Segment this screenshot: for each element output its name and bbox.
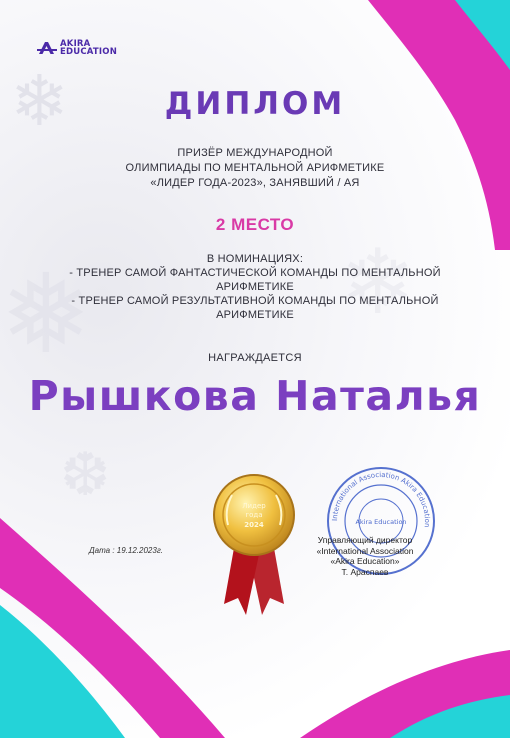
akira-education-logo	[37, 40, 117, 56]
signature-block	[290, 535, 440, 577]
gold-medal-icon	[204, 470, 304, 620]
snowflake-icon: ❄	[10, 60, 69, 142]
signature-line: «Akira Education»	[330, 556, 400, 566]
akira-logo-icon	[37, 40, 57, 56]
nomination-line: АРИФМЕТИКЕ	[216, 281, 294, 293]
awarded-label: НАГРАЖДАЕТСЯ	[208, 352, 302, 364]
medal-text-2: года	[245, 511, 263, 519]
diploma-title: ДИПЛОМ	[164, 86, 346, 122]
medal-text-3: 2024	[244, 521, 264, 529]
nomination-line: АРИФМЕТИКЕ	[216, 309, 294, 321]
diploma-intro	[0, 146, 510, 191]
snowflake-icon: ❄	[340, 230, 416, 335]
signature-line: Т. Араспаев	[341, 566, 389, 577]
nomination-line: - ТРЕНЕР САМОЙ ФАНТАСТИЧЕСКОЙ КОМАНДЫ ПО МЕНТАЛЬНОЙ	[69, 267, 441, 279]
nominations-block	[0, 252, 510, 322]
intro-line: ПРИЗЁР МЕЖДУНАРОДНОЙ	[177, 147, 333, 159]
stamp-center-text: Akira Education	[355, 518, 407, 526]
intro-line: ОЛИМПИАДЫ ПО МЕНТАЛЬНОЙ АРИФМЕТИКЕ	[125, 162, 385, 174]
recipient-name: Рышкова Наталья	[28, 372, 482, 420]
logo-line-1: AKIRA	[60, 39, 91, 49]
signature-line: «International Association	[316, 545, 414, 556]
snowflake-icon: ❆	[60, 440, 111, 510]
place-label: 2 МЕСТО	[215, 215, 295, 234]
nomination-line: - ТРЕНЕР САМОЙ РЕЗУЛЬТАТИВНОЙ КОМАНДЫ ПО МЕНТАЛЬНОЙ	[71, 295, 439, 307]
signature-line: Управляющий директор	[317, 535, 413, 545]
intro-line: «ЛИДЕР ГОДА-2023», ЗАНЯВШИЙ / АЯ	[150, 177, 360, 189]
logo-line-2: EDUCATION	[60, 47, 118, 57]
snowflake-icon: ❅	[0, 250, 93, 378]
medal-text-1: Лидер	[242, 502, 266, 510]
nominations-header: В НОМИНАЦИЯХ:	[206, 253, 304, 265]
issue-date: Дата : 19.12.2023г.	[89, 546, 163, 555]
stamp-ring-text: International Association Akira Education	[330, 470, 432, 528]
